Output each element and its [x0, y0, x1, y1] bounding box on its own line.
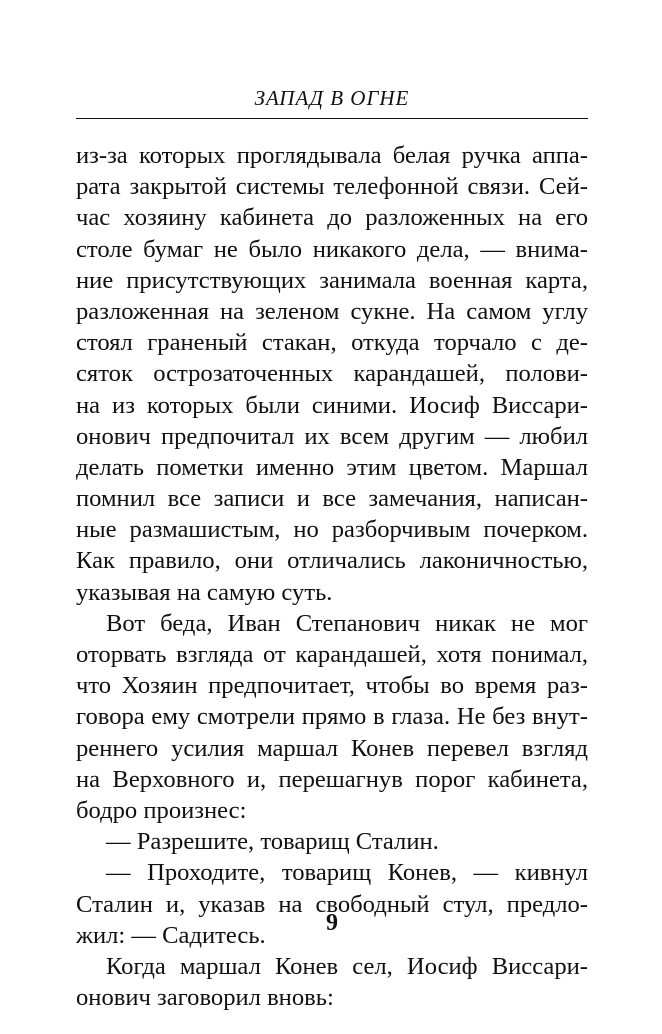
text-line: час хозяину кабинета до разложенных на его: [76, 204, 588, 232]
text-line: стоял граненый стакан, откуда торчало с де-: [76, 329, 588, 357]
header-rule: [76, 118, 588, 119]
text-line: из-за которых проглядывала белая ручка аппа-: [76, 142, 588, 169]
text-line: бодро произнес:: [76, 796, 247, 824]
text-line: Как правило, они отличались лаконичностью,: [76, 547, 588, 575]
text-line: столе бумаг не было никакого дела, — внима-: [76, 235, 588, 263]
text-line: указывая на самую суть.: [76, 578, 333, 606]
text-line: Вот беда, Иван Степанович никак не мог: [106, 609, 588, 637]
body-text: [76, 140, 588, 1013]
text-line: — Проходите, товарищ Конев, — кивнул: [106, 859, 588, 887]
text-line: онович предпочитал их всем другим — любил: [76, 422, 588, 450]
running-head: ЗАПАД В ОГНЕ: [254, 86, 410, 110]
text-line: рата закрытой системы телефонной связи. Сей-: [76, 173, 588, 201]
text-line: на из которых были синими. Иосиф Виссари-: [76, 391, 588, 419]
text-line: Когда маршал Конев сел, Иосиф Виссари-: [106, 952, 588, 980]
page-number: 9: [326, 910, 338, 936]
text-line: на Верховного и, перешагнув порог кабинета,: [76, 765, 588, 793]
text-line: что Хозяин предпочитает, чтобы во время раз-: [76, 672, 588, 700]
text-line: онович заговорил вновь:: [76, 984, 334, 1012]
text-line: ние присутствующих занимала военная карта,: [76, 266, 588, 294]
text-line: реннего усилия маршал Конев перевел взгляд: [76, 734, 588, 762]
text-line: говора ему смотрели прямо в глаза. Не без внут-: [76, 703, 588, 731]
text-line: Сталин и, указав на свободный стул, предло-: [76, 890, 588, 918]
text-line: делать пометки именно этим цветом. Маршал: [76, 453, 588, 481]
text-line: ные размашистым, но разборчивым почерком.: [76, 516, 588, 544]
text-line: оторвать взгляда от карандашей, хотя понимал,: [76, 641, 588, 668]
text-line: сяток острозаточенных карандашей, полови-: [76, 360, 588, 388]
text-line: разложенная на зеленом сукне. На самом углу: [76, 297, 588, 325]
text-line: — Разрешите, товарищ Сталин.: [106, 828, 439, 856]
text-line: жил: — Садитесь.: [76, 921, 266, 949]
text-line: помнил все записи и все замечания, написан-: [76, 485, 588, 513]
book-page: [76, 0, 588, 1034]
